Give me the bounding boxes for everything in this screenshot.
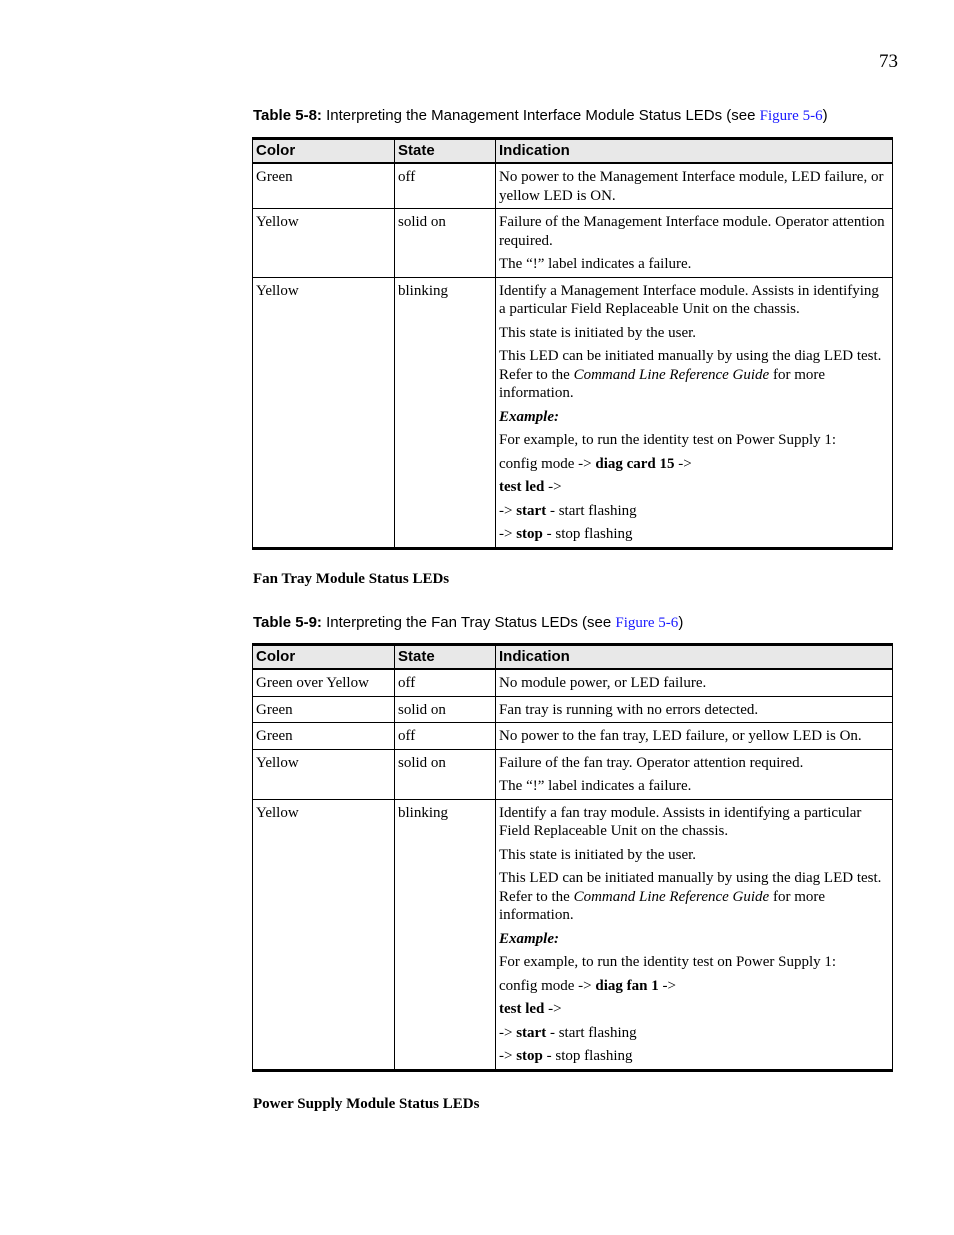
command-line xyxy=(499,525,889,544)
header-state: State xyxy=(395,139,496,164)
caption-label: Table 5-9: xyxy=(253,614,322,631)
example-label xyxy=(499,408,889,427)
indication-cell xyxy=(496,749,893,799)
caption-text: Interpreting the Fan Tray Status LEDs (see xyxy=(321,614,616,631)
example-text: Example: xyxy=(499,930,559,947)
text-run: -> xyxy=(499,502,517,519)
text-run: This LED can be initiated manually by using the diag LED test. Refer to the xyxy=(499,348,882,383)
table-row xyxy=(253,799,893,1070)
indication-text: The “!” label indicates a failure. xyxy=(499,778,692,794)
command-text: diag card 15 xyxy=(595,455,675,472)
text-run: -> xyxy=(544,479,562,495)
indication-cell xyxy=(496,277,893,548)
state-cell: blinking xyxy=(395,277,496,548)
text-run: -> xyxy=(658,977,676,994)
color-cell: Green xyxy=(253,696,395,723)
color-cell: Yellow xyxy=(253,799,395,1070)
table-5-9-caption xyxy=(253,614,683,632)
text-run: This LED can be initiated manually by using the diag LED test. Refer to the xyxy=(499,870,882,905)
text-run: - start flashing xyxy=(546,1024,637,1041)
indication-cell xyxy=(496,696,893,723)
indication-text: No power to the Management Interface module, LED failure, or yellow LED is ON. xyxy=(499,169,884,204)
text-run: - stop flashing xyxy=(542,526,633,542)
indication-text: The “!” label indicates a failure. xyxy=(499,256,692,272)
command-line xyxy=(499,1024,889,1043)
header-color: Color xyxy=(253,139,395,164)
figure-link[interactable]: Figure 5-6 xyxy=(759,108,823,124)
table-5-8-caption xyxy=(253,107,828,125)
color-cell: Yellow xyxy=(253,277,395,548)
indication-text: Failure of the Management Interface module. Operator attention required. xyxy=(499,214,885,249)
color-cell: Green xyxy=(253,723,395,750)
header-indication: Indication xyxy=(496,139,893,164)
state-cell: off xyxy=(395,163,496,209)
indication-text: This state is initiated by the user. xyxy=(499,846,697,863)
text-run: - start flashing xyxy=(546,502,637,519)
indication-cell xyxy=(496,209,893,278)
text-run: -> xyxy=(674,455,692,472)
fan-tray-heading: Fan Tray Module Status LEDs xyxy=(253,571,450,587)
color-cell: Yellow xyxy=(253,209,395,278)
example-label xyxy=(499,930,889,949)
indication-text: Failure of the fan tray. Operator attention required. xyxy=(499,754,804,771)
guide-title: Command Line Reference Guide xyxy=(573,888,770,905)
header-state: State xyxy=(395,645,496,670)
state-cell: solid on xyxy=(395,209,496,278)
table-row xyxy=(253,209,893,278)
text-run: for more information. xyxy=(499,888,826,923)
command-text: stop xyxy=(516,526,543,542)
command-line xyxy=(499,977,889,996)
command-line xyxy=(499,1047,889,1066)
command-line xyxy=(499,455,889,474)
caption-close: ) xyxy=(822,107,828,124)
command-line xyxy=(499,502,889,521)
indication-text: This state is initiated by the user. xyxy=(499,324,697,341)
indication-cell xyxy=(496,163,893,209)
indication-text: No power to the fan tray, LED failure, or yellow LED is On. xyxy=(499,728,862,744)
header-row xyxy=(253,139,893,164)
command-text: test led xyxy=(499,479,545,495)
table-row xyxy=(253,749,893,799)
indication-text: For example, to run the identity test on Power Supply 1: xyxy=(499,954,837,970)
command-text: diag fan 1 xyxy=(595,977,659,994)
indication-text xyxy=(499,869,889,925)
indication-cell xyxy=(496,669,893,696)
table-5-9 xyxy=(252,643,893,1072)
state-cell: solid on xyxy=(395,749,496,799)
state-cell: off xyxy=(395,723,496,750)
header-row xyxy=(253,645,893,670)
indication-cell xyxy=(496,799,893,1070)
text-run: -> xyxy=(499,1024,517,1041)
command-text: stop xyxy=(516,1048,543,1064)
color-cell: Green over Yellow xyxy=(253,669,395,696)
text-run: for more information. xyxy=(499,366,826,401)
text-run: -> xyxy=(544,1001,562,1017)
command-line xyxy=(499,1000,889,1019)
page-number: 73 xyxy=(879,51,898,72)
indication-text: Fan tray is running with no errors detected. xyxy=(499,701,759,718)
header-indication: Indication xyxy=(496,645,893,670)
command-text: start xyxy=(516,502,547,519)
indication-cell xyxy=(496,723,893,750)
state-cell: off xyxy=(395,669,496,696)
indication-text xyxy=(499,347,889,403)
text-run: - stop flashing xyxy=(542,1048,633,1064)
caption-text: Interpreting the Management Interface Module Status LEDs (see xyxy=(321,107,760,124)
caption-label: Table 5-8: xyxy=(253,107,322,124)
power-supply-heading: Power Supply Module Status LEDs xyxy=(253,1096,480,1112)
indication-text: Identify a Management Interface module. Assists in identifying a particular Field Replaceable Unit on the chassis. xyxy=(499,282,879,317)
caption-close: ) xyxy=(678,614,684,631)
command-text: start xyxy=(516,1024,547,1041)
color-cell: Green xyxy=(253,163,395,209)
table-row xyxy=(253,163,893,209)
text-run: config mode -> xyxy=(499,977,596,994)
command-text: test led xyxy=(499,1001,545,1017)
table-row xyxy=(253,696,893,723)
header-color: Color xyxy=(253,645,395,670)
indication-text: No module power, or LED failure. xyxy=(499,675,707,691)
table-row xyxy=(253,277,893,548)
table-row xyxy=(253,669,893,696)
state-cell: blinking xyxy=(395,799,496,1070)
figure-link[interactable]: Figure 5-6 xyxy=(615,615,679,631)
text-run: -> xyxy=(499,1048,517,1064)
guide-title: Command Line Reference Guide xyxy=(573,366,770,383)
command-line xyxy=(499,478,889,497)
table-5-8 xyxy=(252,137,893,550)
text-run: config mode -> xyxy=(499,455,596,472)
table-row xyxy=(253,723,893,750)
indication-text: Identify a fan tray module. Assists in identifying a particular Field Replaceable Unit on the chassis. xyxy=(499,804,862,839)
text-run: -> xyxy=(499,526,517,542)
color-cell: Yellow xyxy=(253,749,395,799)
indication-text: For example, to run the identity test on Power Supply 1: xyxy=(499,432,837,448)
example-text: Example: xyxy=(499,408,559,425)
state-cell: solid on xyxy=(395,696,496,723)
